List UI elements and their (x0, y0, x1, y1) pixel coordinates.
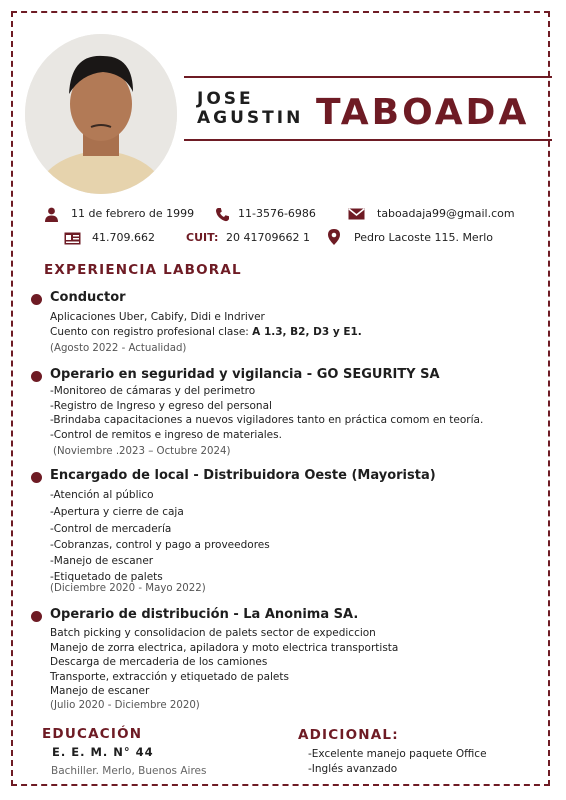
job-line (50, 325, 362, 340)
envelope-icon (348, 208, 365, 220)
job-line: Transporte, extracción y etiquetado de palets (50, 670, 289, 683)
job-line: -Brindaba capacitaciones a nuevos vigiladores tanto en práctica comom en teoría. (50, 414, 484, 427)
job-line: -Etiquetado de palets (50, 570, 163, 583)
dni-text: 41.709.662 (92, 231, 155, 244)
job-details (50, 384, 483, 442)
address-text: Pedro Lacoste 115. Merlo (354, 231, 494, 244)
job-line: -Registro de Ingreso y egreso del personal (50, 399, 272, 412)
cuit-label: CUIT: (186, 231, 219, 244)
second-name: AGUSTIN (197, 108, 304, 128)
job-details (50, 626, 398, 699)
id-card-icon (64, 232, 81, 245)
experience-title: EXPERIENCIA LABORAL (44, 262, 242, 278)
header-rule-bottom (184, 139, 552, 141)
school-location: Bachiller. Merlo, Buenos Aires (51, 765, 207, 777)
job-title: Operario de distribución - La Anonima SA. (50, 607, 359, 622)
job-details (50, 487, 270, 585)
job-line: Aplicaciones Uber, Cabify, Didi e Indriver (50, 311, 265, 323)
bullet-dot (31, 472, 42, 483)
additional-item: -Excelente manejo paquete Office (308, 748, 487, 760)
bullet-dot (31, 294, 42, 305)
school-name: E. E. M. N° 44 (52, 745, 154, 759)
additional-list (308, 747, 487, 776)
license-prefix: Cuento con registro profesional clase: (50, 325, 253, 338)
license-classes: A 1.3, B2, D3 y E1. (252, 325, 362, 338)
job-line: -Control de remitos e ingreso de materiales. (50, 428, 282, 441)
email-text: taboadaja99@gmail.com (377, 207, 515, 220)
profile-photo (25, 34, 177, 194)
phone-text: 11-3576-6986 (238, 207, 316, 220)
job-line: -Apertura y cierre de caja (50, 505, 184, 518)
additional-item: -Inglés avanzado (308, 762, 398, 775)
job-title: Conductor (50, 290, 126, 305)
job-title: Encargado de local - Distribuidora Oeste (Mayorista) (50, 468, 436, 483)
phone-icon (215, 207, 230, 222)
cuit-text: 20 41709662 1 (226, 231, 310, 244)
first-names (197, 90, 303, 128)
job-line: -Cobranzas, control y pago a proveedores (50, 539, 270, 552)
job-line: -Atención al público (50, 489, 154, 501)
job-period: (Noviembre .2023 – Octubre 2024) (53, 446, 231, 457)
last-name: TABOADA (316, 92, 530, 133)
additional-title: ADICIONAL: (298, 727, 399, 743)
job-period: (Agosto 2022 - Actualidad) (50, 343, 187, 354)
job-line: Batch picking y consolidacion de palets sector de expediccion (50, 627, 376, 639)
bullet-dot (31, 611, 42, 622)
header-rule-top (184, 76, 552, 78)
job-period: (Julio 2020 - Diciembre 2020) (50, 700, 200, 711)
job-line: -Monitoreo de cámaras y del perimetro (50, 385, 256, 397)
job-line: Descarga de mercaderia de los camiones (50, 656, 268, 669)
birthdate-text: 11 de febrero de 1999 (71, 207, 195, 220)
job-line: Manejo de zorra electrica, apiladora y moto electrica transportista (50, 641, 399, 654)
job-title: Operario en seguridad y vigilancia - GO SEGURITY SA (50, 367, 440, 382)
job-details (50, 310, 362, 339)
job-line: Manejo de escaner (50, 685, 150, 698)
first-name: JOSE (197, 89, 254, 109)
bullet-dot (31, 371, 42, 382)
person-icon (44, 207, 59, 222)
job-line: -Control de mercadería (50, 522, 172, 535)
job-line: -Manejo de escaner (50, 555, 154, 568)
education-title: EDUCACIÓN (42, 726, 143, 742)
location-pin-icon (328, 229, 340, 245)
job-period: (Diciembre 2020 - Mayo 2022) (50, 583, 206, 594)
